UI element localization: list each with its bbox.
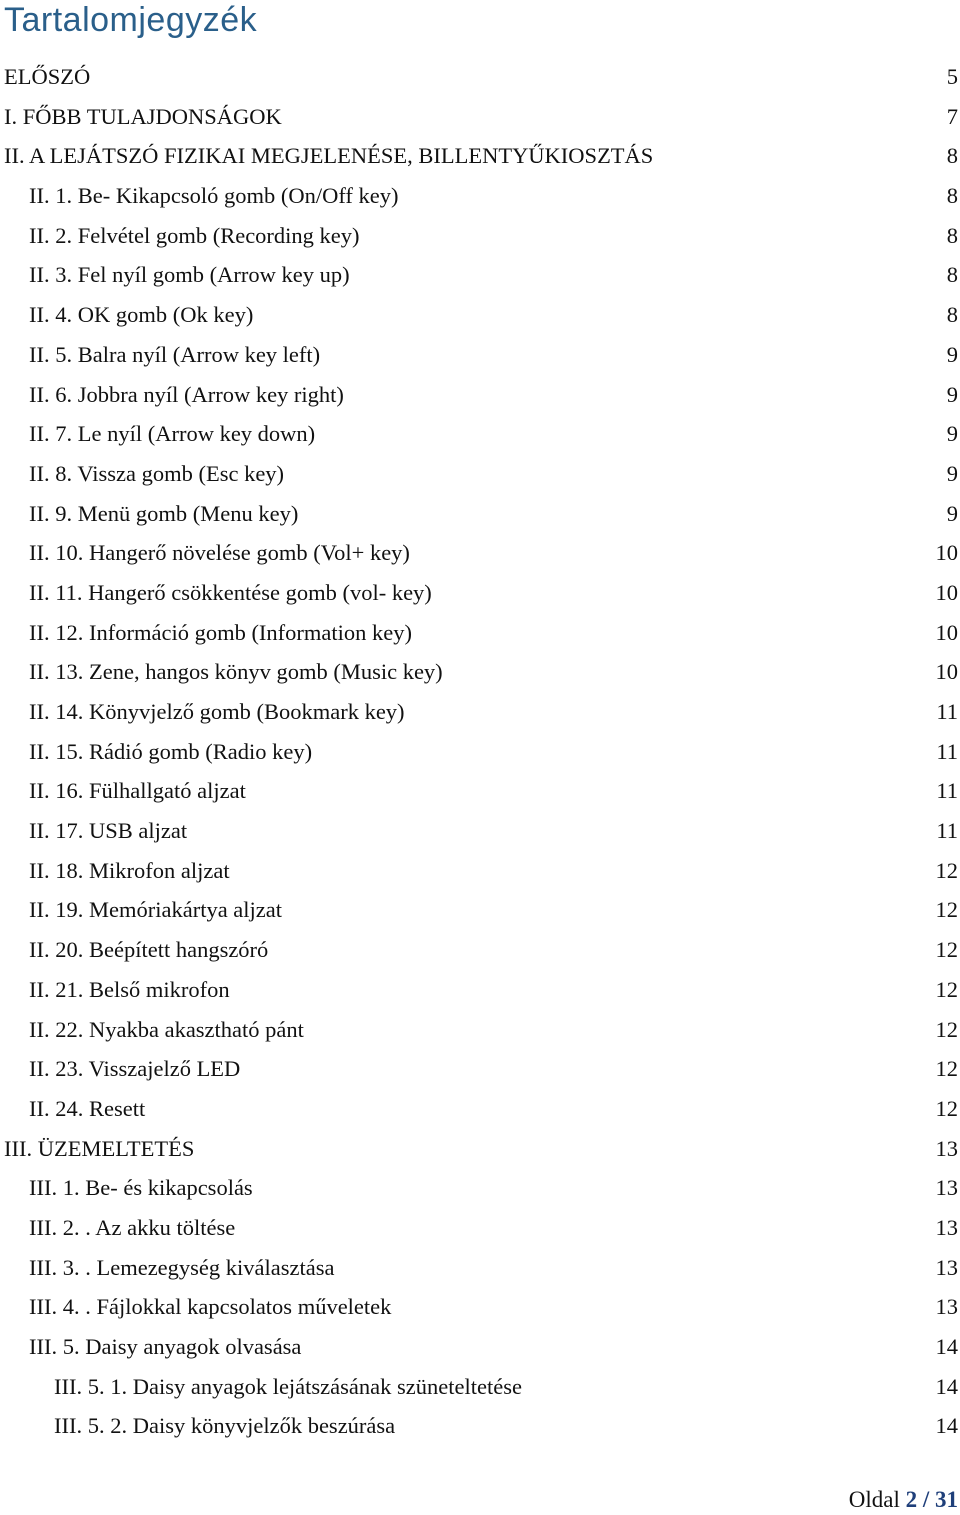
toc-entry-label: II. 8. Vissza gomb (Esc key) xyxy=(29,460,285,486)
toc-entry[interactable] xyxy=(0,1010,960,1050)
toc-entry-page-number: 9 xyxy=(946,460,958,486)
toc-entry-label: II. 5. Balra nyíl (Arrow key left) xyxy=(29,341,321,367)
toc-entry[interactable] xyxy=(0,57,960,97)
toc-entry-page-number: 11 xyxy=(936,778,958,804)
toc-entry[interactable] xyxy=(0,375,960,415)
toc-entry-label: II. 2. Felvétel gomb (Recording key) xyxy=(29,222,360,248)
toc-entry-page-number: 14 xyxy=(935,1413,958,1439)
toc-entry[interactable] xyxy=(0,1208,960,1248)
toc-entry-page-number: 13 xyxy=(935,1135,958,1161)
toc-entry-page-number: 7 xyxy=(946,103,958,129)
toc-entry-label: II. 7. Le nyíl (Arrow key down) xyxy=(29,421,316,447)
toc-entry-label: II. 21. Belső mikrofon xyxy=(29,976,230,1002)
toc-entry[interactable] xyxy=(0,335,960,375)
toc-entry-page-number: 13 xyxy=(935,1214,958,1240)
toc-entry[interactable] xyxy=(0,295,960,335)
toc-entry-page-number: 11 xyxy=(936,699,958,724)
toc-entry-page-number: 13 xyxy=(935,1175,958,1201)
toc-entry-label: III. 3. . Lemezegység kiválasztása xyxy=(29,1254,335,1280)
toc-entry[interactable] xyxy=(0,494,960,534)
toc-entry-label: II. 9. Menü gomb (Menu key) xyxy=(29,500,299,526)
toc-entry[interactable] xyxy=(0,1049,960,1089)
toc-entry-page-number: 11 xyxy=(936,738,958,764)
toc-entry-page-number: 12 xyxy=(935,1016,958,1042)
toc-entry-label: III. ÜZEMELTETÉS xyxy=(4,1135,195,1161)
toc-entry[interactable] xyxy=(0,414,960,454)
page-title: Tartalomjegyzék xyxy=(4,1,258,39)
toc-entry-page-number: 8 xyxy=(946,262,958,288)
toc-entry-page-number: 12 xyxy=(935,1056,958,1082)
toc-entry-label: II. 12. Információ gomb (Information key) xyxy=(29,619,413,645)
toc-entry-label: II. 24. Resett xyxy=(29,1095,146,1121)
toc-entry-label: II. 10. Hangerő növelése gomb (Vol+ key) xyxy=(29,540,410,566)
page-footer xyxy=(849,1486,958,1514)
toc-entry[interactable] xyxy=(0,533,960,573)
toc-entry-page-number: 9 xyxy=(946,500,958,526)
toc-entry[interactable] xyxy=(0,970,960,1010)
toc-entry-page-number: 12 xyxy=(935,976,958,1002)
toc-entry-label: II. 22. Nyakba akasztható pánt xyxy=(29,1016,304,1042)
toc-entry-page-number: 12 xyxy=(935,857,958,883)
toc-entry[interactable] xyxy=(0,1089,960,1129)
footer-current-page: 2 xyxy=(905,1487,918,1512)
toc-entry[interactable] xyxy=(0,454,960,494)
toc-entry[interactable] xyxy=(0,771,960,811)
toc-entry-label: II. A LEJÁTSZÓ FIZIKAI MEGJELENÉSE, BILLENTYŰKIOSZTÁS xyxy=(4,143,654,169)
toc-entry-label: III. 5. 1. Daisy anyagok lejátszásának szüneteltetése xyxy=(54,1373,522,1399)
toc-entry-page-number: 12 xyxy=(935,937,958,963)
toc-entry-label: III. 4. . Fájlokkal kapcsolatos műveletek xyxy=(29,1294,392,1320)
toc-entry-label: II. 23. Visszajelző LED xyxy=(29,1056,241,1082)
footer-prefix: Oldal xyxy=(848,1487,900,1512)
toc-entry[interactable] xyxy=(0,692,960,732)
toc-entry-label: ELŐSZÓ xyxy=(4,64,91,89)
toc-entry[interactable] xyxy=(0,1406,960,1446)
toc-entry[interactable] xyxy=(0,652,960,692)
toc-entry-page-number: 10 xyxy=(935,619,958,645)
toc-entry-label: II. 16. Fülhallgató aljzat xyxy=(29,778,246,804)
toc-entry[interactable] xyxy=(0,97,960,137)
toc-entry[interactable] xyxy=(0,136,960,176)
toc-entry-page-number: 14 xyxy=(935,1373,958,1399)
toc-entry-page-number: 13 xyxy=(935,1254,958,1280)
toc-entry-label: III. 5. Daisy anyagok olvasása xyxy=(29,1334,302,1359)
toc-entry-label: II. 15. Rádió gomb (Radio key) xyxy=(29,738,313,764)
toc-entry-page-number: 8 xyxy=(946,222,958,248)
toc-entry[interactable] xyxy=(0,1327,960,1367)
toc-entry-label: III. 2. . Az akku töltése xyxy=(29,1214,236,1240)
toc-entry-page-number: 5 xyxy=(946,64,958,89)
footer-total-pages: 31 xyxy=(935,1487,958,1512)
toc-entry-page-number: 11 xyxy=(936,818,958,844)
toc-entry[interactable] xyxy=(0,1129,960,1169)
toc-entry-page-number: 9 xyxy=(946,381,958,407)
toc-entry-label: II. 19. Memóriakártya aljzat xyxy=(29,897,283,923)
toc-entry-page-number: 9 xyxy=(946,421,958,447)
toc-entry-label: II. 4. OK gomb (Ok key) xyxy=(29,302,254,328)
toc-entry[interactable] xyxy=(0,1367,960,1407)
toc-entry[interactable] xyxy=(0,176,960,216)
toc-entry[interactable] xyxy=(0,930,960,970)
toc-entry-page-number: 14 xyxy=(935,1334,958,1359)
toc-entry-page-number: 8 xyxy=(946,302,958,328)
toc-list xyxy=(0,57,960,1446)
toc-entry-page-number: 10 xyxy=(935,540,958,566)
toc-entry-page-number: 13 xyxy=(935,1294,958,1320)
toc-entry-label: II. 17. USB aljzat xyxy=(29,818,188,844)
toc-entry-label: II. 13. Zene, hangos könyv gomb (Music key) xyxy=(29,659,443,685)
toc-entry-label: II. 14. Könyvjelző gomb (Bookmark key) xyxy=(29,699,405,724)
toc-entry-page-number: 12 xyxy=(935,897,958,923)
toc-entry[interactable] xyxy=(0,1287,960,1327)
toc-entry-label: II. 6. Jobbra nyíl (Arrow key right) xyxy=(29,381,344,407)
toc-entry-label: III. 5. 2. Daisy könyvjelzők beszúrása xyxy=(54,1413,396,1439)
footer-separator: / xyxy=(922,1487,930,1512)
toc-entry-label: III. 1. Be- és kikapcsolás xyxy=(29,1175,253,1201)
toc-entry[interactable] xyxy=(0,851,960,891)
toc-entry-page-number: 10 xyxy=(935,659,958,685)
toc-entry-label: II. 3. Fel nyíl gomb (Arrow key up) xyxy=(29,262,350,288)
toc-entry-label: II. 11. Hangerő csökkentése gomb (vol- key) xyxy=(29,579,432,605)
toc-entry[interactable] xyxy=(0,890,960,930)
toc-entry-label: I. FŐBB TULAJDONSÁGOK xyxy=(4,103,282,129)
toc-entry-page-number: 12 xyxy=(935,1095,958,1121)
toc-entry[interactable] xyxy=(0,1168,960,1208)
toc-entry[interactable] xyxy=(0,255,960,295)
toc-entry[interactable] xyxy=(0,216,960,256)
toc-entry-label: II. 1. Be- Kikapcsoló gomb (On/Off key) xyxy=(29,183,399,209)
toc-entry-page-number: 8 xyxy=(946,143,958,169)
toc-entry-page-number: 8 xyxy=(946,183,958,209)
toc-entry-page-number: 9 xyxy=(946,341,958,367)
toc-entry-label: II. 20. Beépített hangszóró xyxy=(29,937,269,963)
toc-entry[interactable] xyxy=(0,811,960,851)
toc-entry-page-number: 10 xyxy=(935,579,958,605)
toc-entry[interactable] xyxy=(0,613,960,653)
toc-entry[interactable] xyxy=(0,732,960,772)
toc-entry[interactable] xyxy=(0,573,960,613)
toc-entry-label: II. 18. Mikrofon aljzat xyxy=(29,857,230,883)
toc-entry[interactable] xyxy=(0,1248,960,1288)
